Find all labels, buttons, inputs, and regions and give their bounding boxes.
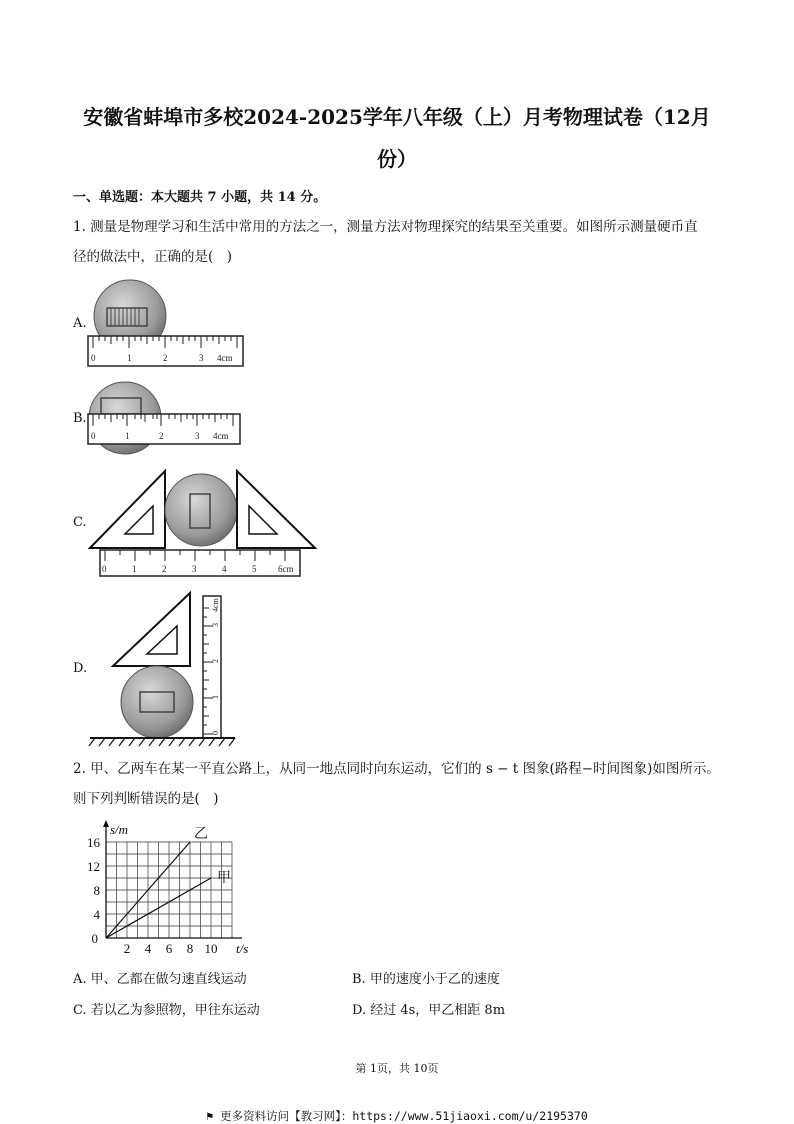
q1-figure-c [85, 466, 320, 581]
origin-label: 0 [91, 931, 98, 946]
q2-text-line1: 2. 甲、乙两车在某一平直公路上，从同一地点同时向东运动，它们的 s − t 图象(路程−时间图象)如图所示。 [73, 761, 720, 777]
q2-option-a: A. 甲、乙都在做匀速直线运动 [73, 972, 247, 987]
x-tick-label: 8 [186, 941, 194, 956]
q1-option-c-label: C. [73, 515, 87, 530]
q1-option-a-label: A. [73, 316, 87, 331]
x-axis-label: t/s [236, 941, 249, 956]
svg-text:5: 5 [252, 564, 257, 574]
coin-icon [165, 474, 237, 546]
y-tick-label: 8 [93, 883, 100, 898]
series-label: 甲 [217, 871, 231, 886]
svg-text:4: 4 [222, 564, 227, 574]
svg-text:4cm: 4cm [217, 353, 233, 363]
x-tick-label: 10 [204, 941, 218, 956]
svg-text:0: 0 [102, 564, 107, 574]
q2-option-c: C. 若以乙为参照物，甲往东运动 [73, 1003, 260, 1018]
x-tick-label: 4 [144, 941, 152, 956]
y-axis-arrow [103, 820, 109, 827]
q2-option-b: B. 甲的速度小于乙的速度 [352, 972, 500, 987]
svg-text:2: 2 [159, 431, 164, 441]
svg-text:4cm: 4cm [213, 431, 229, 441]
svg-text:1: 1 [132, 564, 137, 574]
page-title-line1: 安徽省蚌埠市多校2024-2025学年八年级（上）月考物理试卷（12月 [83, 105, 711, 129]
coin-icon [121, 666, 193, 738]
y-axis-label: s/m [110, 822, 129, 837]
svg-text:1: 1 [211, 695, 220, 699]
q1-option-d-label: D. [73, 661, 88, 676]
svg-text:0: 0 [211, 731, 220, 735]
x-tick-label: 6 [165, 941, 173, 956]
svg-text:2: 2 [162, 564, 167, 574]
st-chart [80, 818, 270, 958]
svg-text:1: 1 [127, 353, 132, 363]
svg-text:1: 1 [125, 431, 130, 441]
chart-grid [106, 842, 232, 938]
svg-text:3: 3 [199, 353, 204, 363]
q1-figure-a [85, 278, 250, 370]
q1-text-line1: 1. 测量是物理学习和生活中常用的方法之一，测量方法对物理探究的结果至关重要。如图所示测量硬币直 [73, 219, 698, 235]
q2-text-line2: 则下列判断错误的是( ) [73, 791, 219, 807]
y-tick-label: 16 [87, 835, 100, 850]
svg-text:0: 0 [91, 353, 96, 363]
svg-text:3: 3 [211, 623, 220, 627]
svg-text:4cm: 4cm [211, 598, 220, 612]
footer-link[interactable] [0, 1108, 794, 1124]
section-header: 一、单选题：本大题共 7 小题，共 14 分。 [73, 190, 327, 205]
page-number: 第 1页，共 10页 [355, 1062, 439, 1075]
q1-figure-d [85, 588, 245, 750]
footer-link-text: 更多资料访问【教习网】：https://www.51jiaoxi.com/u/2195370 [220, 1109, 588, 1123]
flag-icon: ⚑ [206, 1109, 221, 1123]
svg-text:3: 3 [195, 431, 200, 441]
svg-text:3: 3 [192, 564, 197, 574]
q1-figure-b [85, 376, 250, 462]
y-tick-label: 4 [93, 907, 100, 922]
svg-text:2: 2 [211, 659, 220, 663]
q1-option-b-label: B. [73, 411, 87, 426]
svg-text:2: 2 [163, 353, 168, 363]
q2-option-d: D. 经过 4s，甲乙相距 8m [352, 1003, 506, 1018]
y-tick-label: 12 [87, 859, 100, 874]
x-tick-label: 2 [123, 941, 131, 956]
page-title-line2: 份） [377, 147, 417, 171]
svg-text:0: 0 [91, 431, 96, 441]
series-label: 乙 [194, 827, 208, 842]
q1-text-line2: 径的做法中，正确的是( ) [73, 249, 233, 265]
triangle-ruler-d [113, 593, 190, 666]
svg-text:6cm: 6cm [278, 564, 294, 574]
